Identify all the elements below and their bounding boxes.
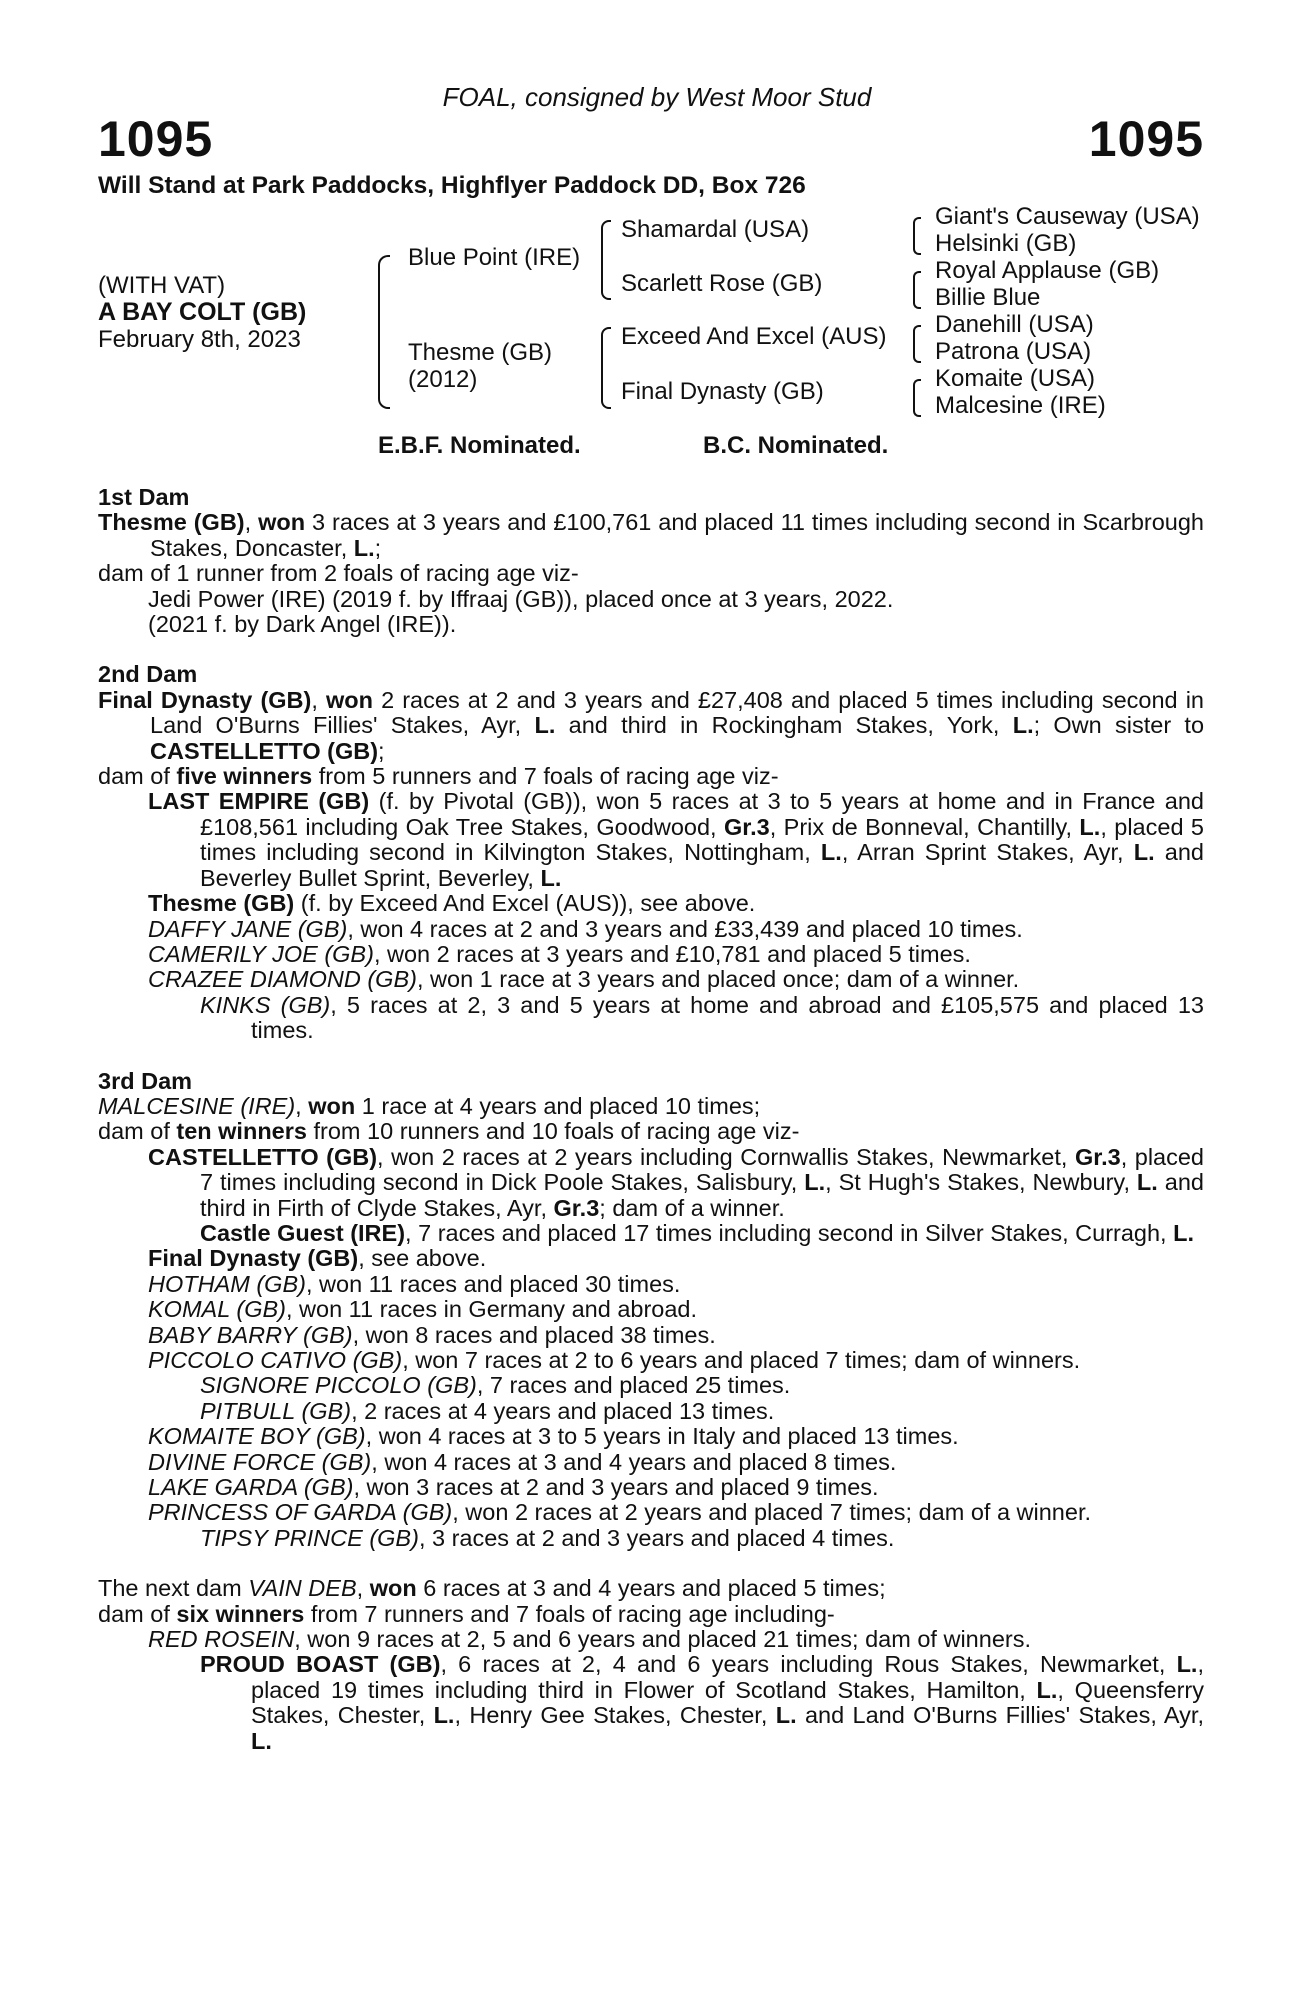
produce-item: Castle Guest (IRE), 7 races and placed 17 times including second in Silver Stakes, Curragh, L.: [200, 1219, 1194, 1246]
produce-item: KINKS (GB), 5 races at 2, 3 and 5 years at home and abroad and £105,575 and placed 13 times.: [200, 991, 1204, 1044]
produce-item: HOTHAM (GB), won 11 races and placed 30 times.: [148, 1270, 681, 1297]
ss-sire: Giant's Causeway (USA): [935, 203, 1200, 230]
produce-item: KOMAITE BOY (GB), won 4 races at 3 to 5 years in Italy and placed 13 times.: [148, 1423, 959, 1450]
produce-item: LAKE GARDA (GB), won 3 races at 2 and 3 years and placed 9 times.: [148, 1474, 879, 1501]
first-dam-record: Thesme (GB), won 3 races at 3 years and £100,761 and placed 11 times including second in Scarbrough Stakes, Doncaster, L.;: [98, 509, 1205, 561]
second-dam-heading: 2nd Dam: [98, 661, 198, 688]
sire-sire: Shamardal (USA): [621, 216, 810, 243]
ds-sire: Danehill (USA): [935, 311, 1094, 338]
horse-name: A BAY COLT (GB): [98, 298, 307, 326]
next-dam-record: The next dam VAIN DEB, won 6 races at 3 and 4 years and placed 5 times;: [98, 1575, 886, 1602]
produce-item: Jedi Power (IRE) (2019 f. by Iffraaj (GB)), placed once at 3 years, 2022.: [148, 585, 894, 612]
sire-dam: Scarlett Rose (GB): [621, 270, 823, 297]
produce-item: TIPSY PRINCE (GB), 3 races at 2 and 3 years and placed 4 times.: [200, 1524, 895, 1551]
vat-note: (WITH VAT): [98, 272, 226, 299]
produce-item: KOMAL (GB), won 11 races in Germany and abroad.: [148, 1296, 698, 1323]
produce-item: PRINCESS OF GARDA (GB), won 2 races at 2 years and placed 7 times; dam of a winner.: [148, 1499, 1092, 1526]
produce-item: CAMERILY JOE (GB), won 2 races at 3 years and £10,781 and placed 5 times.: [148, 940, 971, 967]
stand-location: Will Stand at Park Paddocks, Highflyer Paddock DD, Box 726: [98, 172, 806, 199]
produce-item: DIVINE FORCE (GB), won 4 races at 3 and 4 years and placed 8 times.: [148, 1448, 897, 1475]
produce-item: Thesme (GB) (f. by Exceed And Excel (AUS)), see above.: [148, 890, 756, 917]
sd-sire: Royal Applause (GB): [935, 257, 1160, 284]
brace: [378, 255, 390, 409]
next-dam-produce: dam of six winners from 7 runners and 7 foals of racing age including-: [98, 1600, 835, 1627]
produce-item: BABY BARRY (GB), won 8 races and placed 38 times.: [148, 1321, 716, 1348]
brace: [913, 271, 921, 309]
brace: [601, 327, 611, 409]
brace: [913, 379, 921, 417]
third-dam-record: MALCESINE (IRE), won 1 race at 4 years and placed 10 times;: [98, 1092, 761, 1119]
dd-dam: Malcesine (IRE): [935, 392, 1106, 419]
dam-sire: Exceed And Excel (AUS): [621, 323, 887, 350]
second-dam-produce: dam of five winners from 5 runners and 7 foals of racing age viz-: [98, 763, 779, 790]
produce-item: LAST EMPIRE (GB) (f. by Pivotal (GB)), won 5 races at 3 to 5 years at home and in France and £108,561 including Oak Tree Stakes, Goodwood, Gr.3, Prix de Bonneval, Chantilly, L., placed 5 times including second in Kilvington Stakes, Nottingham, L., Arran Sprint Stakes, Ayr, L. and Beverley Bullet Sprint, Beverley, L.: [148, 788, 1205, 891]
sd-dam: Billie Blue: [935, 284, 1041, 311]
second-dam-record: Final Dynasty (GB), won 2 races at 2 and 3 years and £27,408 and placed 5 times including second in Land O'Burns Fillies' Stakes, Ayr, L. and third in Rockingham Stakes, York, L.; Own sister to CASTELLETTO (GB);: [98, 686, 1205, 764]
produce-item: PICCOLO CATIVO (GB), won 7 races at 2 to 6 years and placed 7 times; dam of winners.: [148, 1347, 1081, 1373]
produce-item: PITBULL (GB), 2 races at 4 years and placed 13 times.: [200, 1397, 775, 1424]
brace: [913, 325, 921, 363]
consignor-line: FOAL, consigned by West Moor Stud: [442, 82, 872, 112]
dam-dam: Final Dynasty (GB): [621, 378, 824, 405]
produce-item: CRAZEE DIAMOND (GB), won 1 race at 3 years and placed once; dam of a winner.: [148, 966, 1020, 993]
first-dam-produce: dam of 1 runner from 2 foals of racing age viz-: [98, 560, 579, 587]
third-dam-heading: 3rd Dam: [98, 1067, 193, 1094]
dam: Thesme (GB): [408, 339, 553, 366]
produce-item: RED ROSEIN, won 9 races at 2, 5 and 6 years and placed 21 times; dam of winners.: [148, 1626, 1031, 1653]
produce-item: PROUD BOAST (GB), 6 races at 2, 4 and 6 years including Rous Stakes, Newmarket, L., placed 19 times including third in Flower of Scotland Stakes, Hamilton, L., Queensferry Stakes, Chester, L., Henry Gee Stakes, Chester, L. and Land O'Burns Fillies' Stakes, Ayr, L.: [200, 1651, 1204, 1754]
sire: Blue Point (IRE): [408, 244, 581, 271]
third-dam-produce: dam of ten winners from 10 runners and 10 foals of racing age viz-: [98, 1118, 800, 1145]
bc-nomination: B.C. Nominated.: [703, 432, 889, 459]
produce-item: CASTELLETTO (GB), won 2 races at 2 years including Cornwallis Stakes, Newmarket, Gr.3, placed 7 times including second in Dick Poole Stakes, Salisbury, L., St Hugh's Stakes, Newbury, L. and third in Firth of Clyde Stakes, Ayr, Gr.3; dam of a winner.: [148, 1143, 1205, 1221]
produce-item: Final Dynasty (GB), see above.: [148, 1245, 487, 1272]
catalogue-body: [98, 485, 1204, 1754]
ds-dam: Patrona (USA): [935, 338, 1092, 365]
produce-item: (2021 f. by Dark Angel (IRE)).: [148, 611, 457, 638]
lot-number-left: 1095: [98, 111, 214, 167]
produce-item: SIGNORE PICCOLO (GB), 7 races and placed 25 times.: [200, 1372, 791, 1399]
dam-year: (2012): [408, 366, 478, 393]
foaling-date: February 8th, 2023: [98, 326, 301, 353]
brace: [913, 217, 921, 255]
brace: [601, 220, 611, 300]
produce-item: DAFFY JANE (GB), won 4 races at 2 and 3 years and £33,439 and placed 10 times.: [148, 915, 1023, 942]
first-dam-heading: 1st Dam: [98, 484, 190, 510]
lot-number-right: 1095: [1088, 111, 1204, 167]
ss-dam: Helsinki (GB): [935, 230, 1077, 257]
ebf-nomination: E.B.F. Nominated.: [378, 432, 581, 459]
dd-sire: Komaite (USA): [935, 365, 1096, 392]
